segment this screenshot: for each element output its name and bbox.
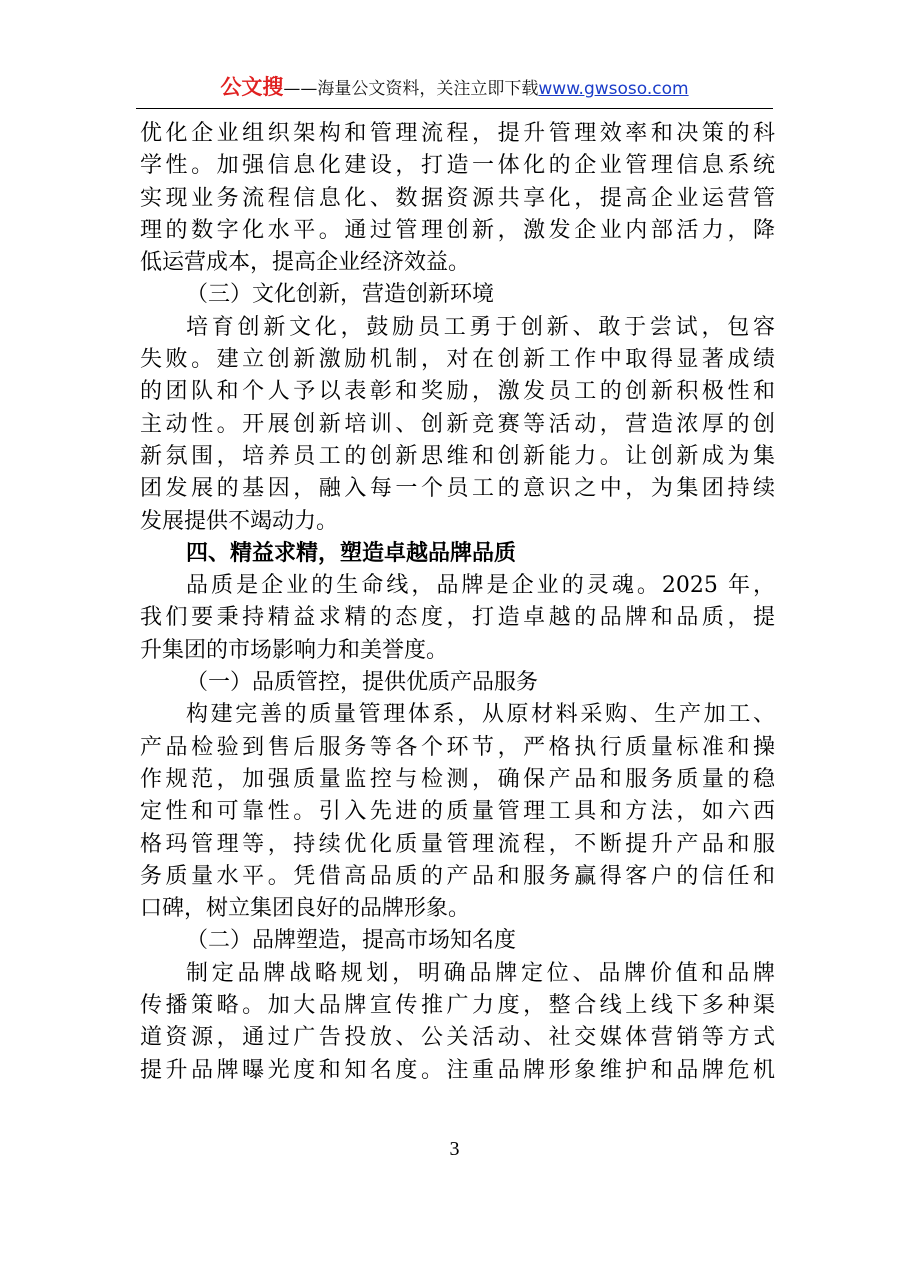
body-line: 的团队和个人予以表彰和奖励，激发员工的创新积极性和: [140, 379, 775, 405]
body-line: 优化企业组织架构和管理流程，提升管理效率和决策的科: [140, 121, 775, 146]
body-line: 格玛管理等，持续优化质量管理流程，不断提升产品和服: [140, 831, 775, 857]
body-line: 务质量水平。凭借高品质的产品和服务赢得客户的信任和: [140, 863, 775, 889]
body-line: 我们要秉持精益求精的态度，打造卓越的品牌和品质，提: [140, 605, 775, 631]
body-line: 学性。加强信息化建设，打造一体化的企业管理信息系统: [140, 153, 775, 179]
body-line: 新氛围，培养员工的创新思维和创新能力。让创新成为集: [140, 443, 775, 469]
body-line: 失败。建立创新激励机制，对在创新工作中取得显著成绩: [140, 347, 775, 373]
section-heading: 四、精益求精，塑造卓越品牌品质: [186, 540, 517, 566]
body-line: 发展提供不竭动力。: [140, 508, 339, 534]
document-header: [0, 74, 909, 102]
paragraph-first-line: 制定品牌战略规划，明确品牌定位、品牌价值和品牌: [186, 960, 775, 986]
body-line: 产品检验到售后服务等各个环节，严格执行质量标准和操: [140, 734, 775, 760]
header-tagline: ——海量公文资料，关注立即下载: [283, 79, 539, 99]
body-line: 主动性。开展创新培训、创新竞赛等活动，营造浓厚的创: [140, 411, 775, 437]
header-divider: [136, 108, 773, 109]
page-number: 3: [449, 1138, 460, 1160]
body-line: 道资源，通过广告投放、公关活动、社交媒体营销等方式: [140, 1025, 775, 1051]
header-link[interactable]: www.gwsoso.com: [538, 79, 689, 99]
body-line: 定性和可靠性。引入先进的质量管理工具和方法，如六西: [140, 799, 775, 825]
body-line: 传播策略。加大品牌宣传推广力度，整合线上线下多种渠: [140, 993, 775, 1019]
body-line: 口碑，树立集团良好的品牌形象。: [140, 896, 471, 922]
body-line: 升集团的市场影响力和美誉度。: [140, 637, 449, 663]
body-line: 低运营成本，提高企业经济效益。: [140, 250, 471, 276]
body-line: 实现业务流程信息化、数据资源共享化，提高企业运营管: [140, 185, 775, 211]
document-body: [140, 118, 775, 1087]
body-line: 提升品牌曝光度和知名度。注重品牌形象维护和品牌危机: [140, 1057, 775, 1083]
body-line: 理的数字化水平。通过管理创新，激发企业内部活力，降: [140, 217, 775, 243]
body-line: 团发展的基因，融入每一个员工的意识之中，为集团持续: [140, 476, 775, 502]
paragraph-first-line: 培育创新文化，鼓励员工勇于创新、敢于尝试，包容: [186, 314, 775, 340]
body-line: 作规范，加强质量监控与检测，确保产品和服务质量的稳: [140, 766, 775, 792]
paragraph-first-line: 品质是企业的生命线，品牌是企业的灵魂。2025 年，: [186, 573, 775, 599]
subheading: （二）品牌塑造，提高市场知名度: [186, 928, 517, 954]
subheading: （一）品质管控，提供优质产品服务: [186, 670, 539, 696]
paragraph-first-line: 构建完善的质量管理体系，从原材料采购、生产加工、: [186, 702, 775, 728]
subheading: （三）文化创新，营造创新环境: [186, 282, 495, 308]
brand-logo-text: 公文搜: [220, 75, 284, 99]
